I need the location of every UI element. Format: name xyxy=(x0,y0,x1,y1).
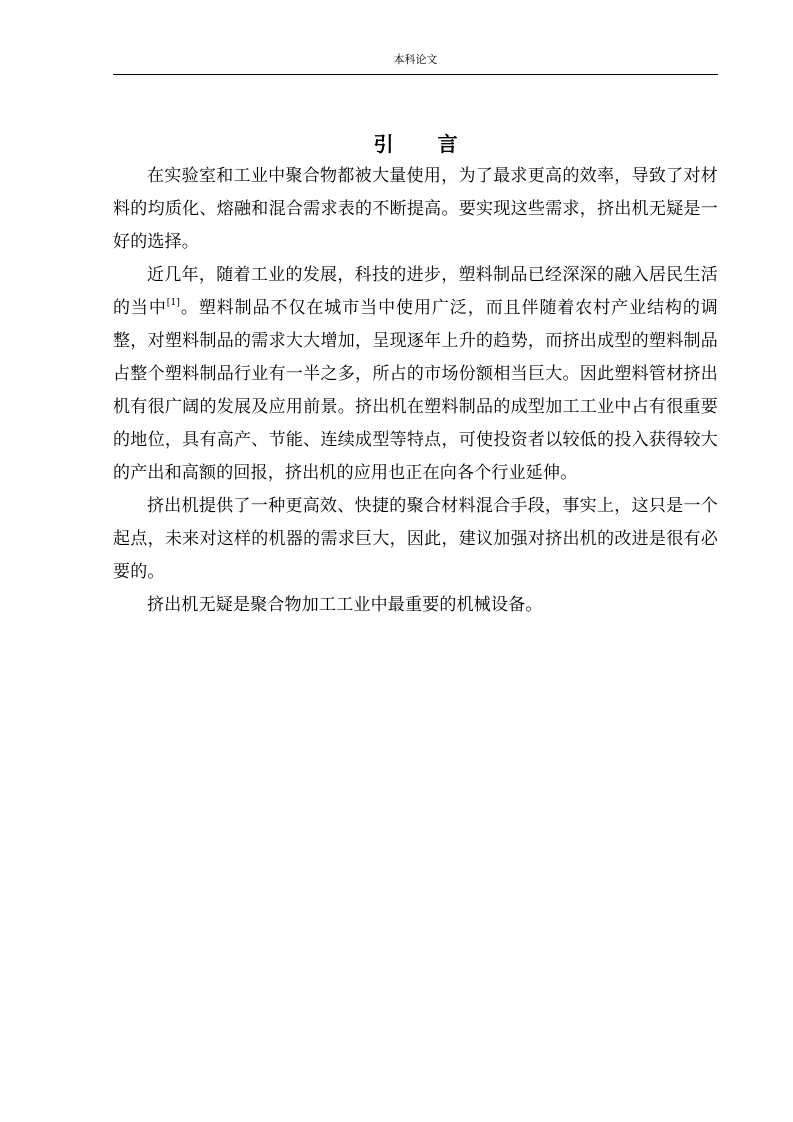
paragraph-4: 挤出机无疑是聚合物加工工业中最重要的机械设备。 xyxy=(147,595,543,615)
document-body xyxy=(113,128,718,622)
section-title xyxy=(113,128,718,160)
paragraph-3: 挤出机提供了一种更高效、快捷的聚合材料混合手段，事实上，这只是一个起点，未来对这样的机器的需求巨大，因此，建议加强对挤出机的改进是很有必要的。 xyxy=(113,496,718,582)
running-title: 本科论文 xyxy=(393,53,438,66)
paragraph-1: 在实验室和工业中聚合物都被大量使用，为了最求更高的效率，导致了对材料的均质化、熔融和混合需求表的不断提高。要实现这些需求，挤出机无疑是一好的选择。 xyxy=(113,166,718,252)
paragraph-2-part-1: 近几年，随着工业的发展，科技的进步，塑料制品已经深深的融入居民生活的当中 xyxy=(113,265,718,318)
section-title-char-2: 言 xyxy=(437,132,458,156)
paragraph-2 xyxy=(113,259,718,490)
section-title-char-1: 引 xyxy=(373,132,394,156)
page-header xyxy=(113,52,718,75)
paragraph-2-part-2: 。塑料制品不仅在城市当中使用广泛，而且伴随着农村产业结构的调整，对塑料制品的需求大大增加，呈现逐年上升的趋势，而挤出成型的塑料制品占整个塑料制品行业有一半之多，所占的市场份额相当巨大。因此塑料管材挤出机有很广阔的发展及应用前景。挤出机在塑料制品的成型加工工业中占有很重要的地位，具有高产、节能、连续成型等特点，可使投资者以较低的投入获得较大的产出和高额的回报，挤出机的应用也正在向各个行业延伸。 xyxy=(113,298,719,483)
citation-reference: [1] xyxy=(166,298,181,308)
